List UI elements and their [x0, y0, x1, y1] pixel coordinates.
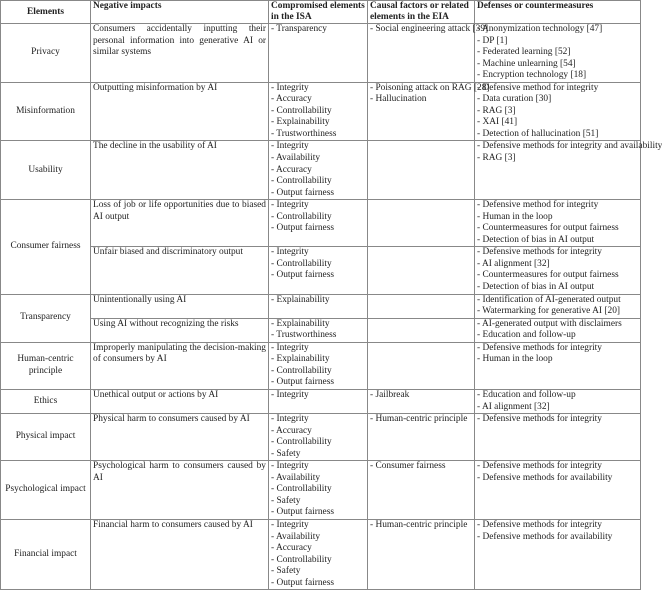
countermeasure-item: - DP [1] [477, 35, 508, 46]
countermeasure-item: - Machine unlearning [54] [477, 58, 576, 69]
countermeasure-item: - XAI [41] [477, 117, 518, 128]
element-name: Psychological impact [1, 461, 91, 520]
compromised-element-cell [269, 414, 368, 461]
element-name: Financial impact [1, 519, 91, 589]
causal-factor-cell [368, 82, 490, 141]
countermeasure-item: - Countermeasures for output fairness [477, 270, 619, 281]
countermeasure-item: - Human in the loop [477, 211, 553, 222]
compromised-element-cell [269, 247, 368, 294]
negative-impact: Unfair biased and discriminatory output [91, 247, 269, 294]
negative-impact: Using AI without recognizing the risks [91, 318, 269, 342]
compromised-element-cell [269, 519, 368, 589]
causal-factor-cell [368, 519, 475, 589]
countermeasure-item: - Anonymization technology [47] [477, 24, 603, 34]
negative-impact: Unintentionally using AI [91, 294, 269, 318]
compromised-element-item: - Availability [271, 531, 321, 542]
compromised-element-cell [269, 318, 368, 342]
causal-factor-cell [368, 247, 475, 294]
negative-impact: Loss of job or life opportunities due to biased AI output [91, 200, 269, 247]
causal-factor-item: - Social engineering attack [39] [370, 24, 489, 34]
compromised-element-item: - Accuracy [271, 164, 312, 175]
causal-factor-item: - Jailbreak [370, 389, 410, 400]
compromised-element-item: - Integrity [271, 200, 309, 211]
compromised-element-item: - Controllability [271, 484, 332, 495]
compromised-element-item: - Controllability [271, 176, 332, 187]
compromised-element-item: - Integrity [271, 389, 309, 400]
negative-impact: Improperly manipulating the decision-making of consumers by AI [91, 342, 269, 389]
compromised-element-item: - Controllability [271, 437, 332, 448]
causal-factor-item: - Human-centric principle [370, 519, 468, 530]
element-name: Transparency [1, 294, 91, 342]
countermeasure-item: - Identification of AI-generated output [477, 294, 621, 305]
compromised-element-cell [269, 342, 368, 389]
table-row [1, 247, 641, 294]
countermeasure-item: - Defensive methods for integrity [477, 342, 602, 353]
compromised-element-cell [269, 82, 368, 141]
compromised-element-item: - Explainability [271, 294, 330, 305]
negative-impact: The decline in the usability of AI [91, 141, 269, 200]
compromised-element-cell [269, 200, 368, 247]
table-body [1, 24, 662, 590]
compromised-element-item: - Availability [271, 472, 321, 483]
countermeasure-item: - Data curation [30] [477, 94, 552, 105]
compromised-element-item: - Controllability [271, 365, 332, 376]
countermeasure-item: - RAG [3] [477, 105, 516, 116]
compromised-element-item: - Safety [271, 448, 301, 459]
causal-factor-cell [368, 318, 475, 342]
countermeasure-cell [475, 24, 641, 83]
element-name: Misinformation [1, 82, 91, 141]
element-name: Usability [1, 141, 91, 200]
header-elements: Elements [1, 1, 91, 24]
countermeasure-item: - Federated learning [52] [477, 47, 571, 58]
compromised-element-item: - Output fairness [271, 223, 335, 234]
compromised-element-item: - Safety [271, 566, 301, 577]
countermeasure-cell [475, 461, 641, 520]
countermeasure-cell [475, 247, 641, 294]
countermeasure-item: - Detection of bias in AI output [477, 282, 595, 293]
countermeasure-item: - Watermarking for generative AI [20] [477, 306, 621, 317]
causal-factor-cell [368, 389, 475, 413]
causal-factor-cell [368, 414, 475, 461]
compromised-element-item: - Integrity [271, 82, 309, 93]
compromised-element-item: - Integrity [271, 519, 309, 530]
negative-impact: Financial harm to consumers caused by AI [91, 519, 269, 589]
countermeasure-item: - Defensive methods for integrity and availability [477, 141, 662, 152]
countermeasure-cell [475, 519, 641, 589]
compromised-element-item: - Explainability [271, 117, 330, 128]
element-name: Ethics [1, 389, 91, 413]
table-row [1, 24, 641, 83]
countermeasure-item: - Defensive methods for availability [477, 472, 613, 483]
element-name: Consumer fairness [1, 200, 91, 294]
countermeasure-cell [475, 414, 641, 461]
causal-factor-item: - Hallucination [370, 94, 427, 105]
countermeasure-item: - Detection of bias in AI output [477, 234, 595, 245]
countermeasure-cell [475, 342, 641, 389]
compromised-element-item: - Integrity [271, 247, 309, 258]
countermeasure-cell [475, 318, 641, 342]
countermeasure-item: - Detection of hallucination [51] [477, 128, 599, 139]
compromised-element-item: - Transparency [271, 24, 327, 34]
table-row [1, 461, 641, 520]
negative-impact: Consumers accidentally inputting their personal information into generative AI or similar systems [91, 24, 269, 83]
table-row [1, 141, 641, 200]
countermeasure-item: - Countermeasures for output fairness [477, 223, 619, 234]
causal-factor-cell [368, 461, 475, 520]
countermeasure-item: - Defensive methods for integrity [477, 414, 602, 425]
table-row [1, 414, 641, 461]
table-row [1, 200, 641, 247]
element-name: Human-centric principle [1, 342, 91, 389]
negative-impact: Outputting misinformation by AI [91, 82, 269, 141]
causal-factor-cell [368, 342, 475, 389]
compromised-element-item: - Output fairness [271, 577, 335, 588]
causal-factor-item: - Consumer fairness [370, 461, 446, 472]
header-row [1, 1, 641, 24]
causal-factor-item: - Human-centric principle [370, 414, 468, 425]
countermeasure-item: - Education and follow-up [477, 330, 576, 341]
compromised-element-item: - Integrity [271, 414, 309, 425]
table-row [1, 318, 641, 342]
countermeasure-item: - AI alignment [32] [477, 258, 550, 269]
compromised-element-item: - Accuracy [271, 425, 312, 436]
compromised-element-item: - Output fairness [271, 507, 335, 518]
countermeasure-item: - AI alignment [32] [477, 401, 550, 412]
countermeasure-item: - Defensive methods for availability [477, 531, 613, 542]
compromised-element-item: - Safety [271, 495, 301, 506]
header-compromised-elements: Compromised elements in the ISA [269, 1, 368, 24]
countermeasure-cell [475, 294, 641, 318]
table-row [1, 519, 641, 589]
negative-impact: Unethical output or actions by AI [91, 389, 269, 413]
causal-factor-cell [368, 200, 475, 247]
causal-factor-item: - Poisoning attack on RAG [28] [370, 82, 490, 93]
header-causal-factors: Causal factors or related elements in the EIA [368, 1, 475, 24]
countermeasure-cell [475, 141, 662, 200]
header-negative-impacts: Negative impacts [91, 1, 269, 24]
compromised-element-cell [269, 294, 368, 318]
compromised-element-item: - Integrity [271, 461, 309, 472]
table-row [1, 342, 641, 389]
countermeasure-item: - Education and follow-up [477, 389, 576, 400]
compromised-element-item: - Accuracy [271, 94, 312, 105]
causal-factor-cell [368, 294, 475, 318]
negative-impact: Physical harm to consumers caused by AI [91, 414, 269, 461]
countermeasure-item: - RAG [3] [477, 153, 516, 164]
table-row [1, 82, 641, 141]
element-name: Physical impact [1, 414, 91, 461]
countermeasure-cell [475, 389, 641, 413]
compromised-element-item: - Integrity [271, 342, 309, 353]
countermeasure-item: - Defensive methods for integrity [477, 461, 602, 472]
compromised-element-item: - Output fairness [271, 270, 335, 281]
compromised-element-cell [269, 141, 368, 200]
compromised-element-item: - Explainability [271, 318, 330, 329]
countermeasure-item: - AI-generated output with disclaimers [477, 318, 622, 329]
causal-factor-cell [368, 141, 475, 200]
compromised-element-item: - Trustworthiness [271, 330, 337, 341]
compromised-element-cell [269, 461, 368, 520]
countermeasure-item: - Defensive method for integrity [477, 200, 599, 211]
countermeasure-item: - Encryption technology [18] [477, 70, 587, 81]
compromised-element-item: - Controllability [271, 258, 332, 269]
compromised-element-item: - Explainability [271, 354, 330, 365]
compromised-element-item: - Accuracy [271, 543, 312, 554]
countermeasure-cell [475, 200, 641, 247]
compromised-element-item: - Availability [271, 153, 321, 164]
negative-impact: Psychological harm to consumers caused by AI [91, 461, 269, 520]
compromised-element-item: - Integrity [271, 141, 309, 152]
compromised-element-item: - Trustworthiness [271, 128, 337, 139]
compromised-element-item: - Output fairness [271, 377, 335, 388]
header-defenses: Defenses or countermeasures [475, 1, 641, 24]
compromised-element-item: - Controllability [271, 105, 332, 116]
compromised-element-item: - Controllability [271, 211, 332, 222]
compromised-element-item: - Output fairness [271, 187, 335, 198]
table-row [1, 389, 641, 413]
countermeasure-item: - Defensive methods for integrity [477, 247, 602, 258]
countermeasure-item: - Defensive method for integrity [477, 82, 599, 93]
compromised-element-cell [269, 24, 368, 83]
causal-factor-cell [368, 24, 489, 83]
element-name: Privacy [1, 24, 91, 83]
countermeasure-item: - Human in the loop [477, 354, 553, 365]
table-row [1, 294, 641, 318]
compromised-element-cell [269, 389, 368, 413]
countermeasure-cell [475, 82, 641, 141]
countermeasure-item: - Defensive methods for integrity [477, 519, 602, 530]
compromised-element-item: - Controllability [271, 554, 332, 565]
